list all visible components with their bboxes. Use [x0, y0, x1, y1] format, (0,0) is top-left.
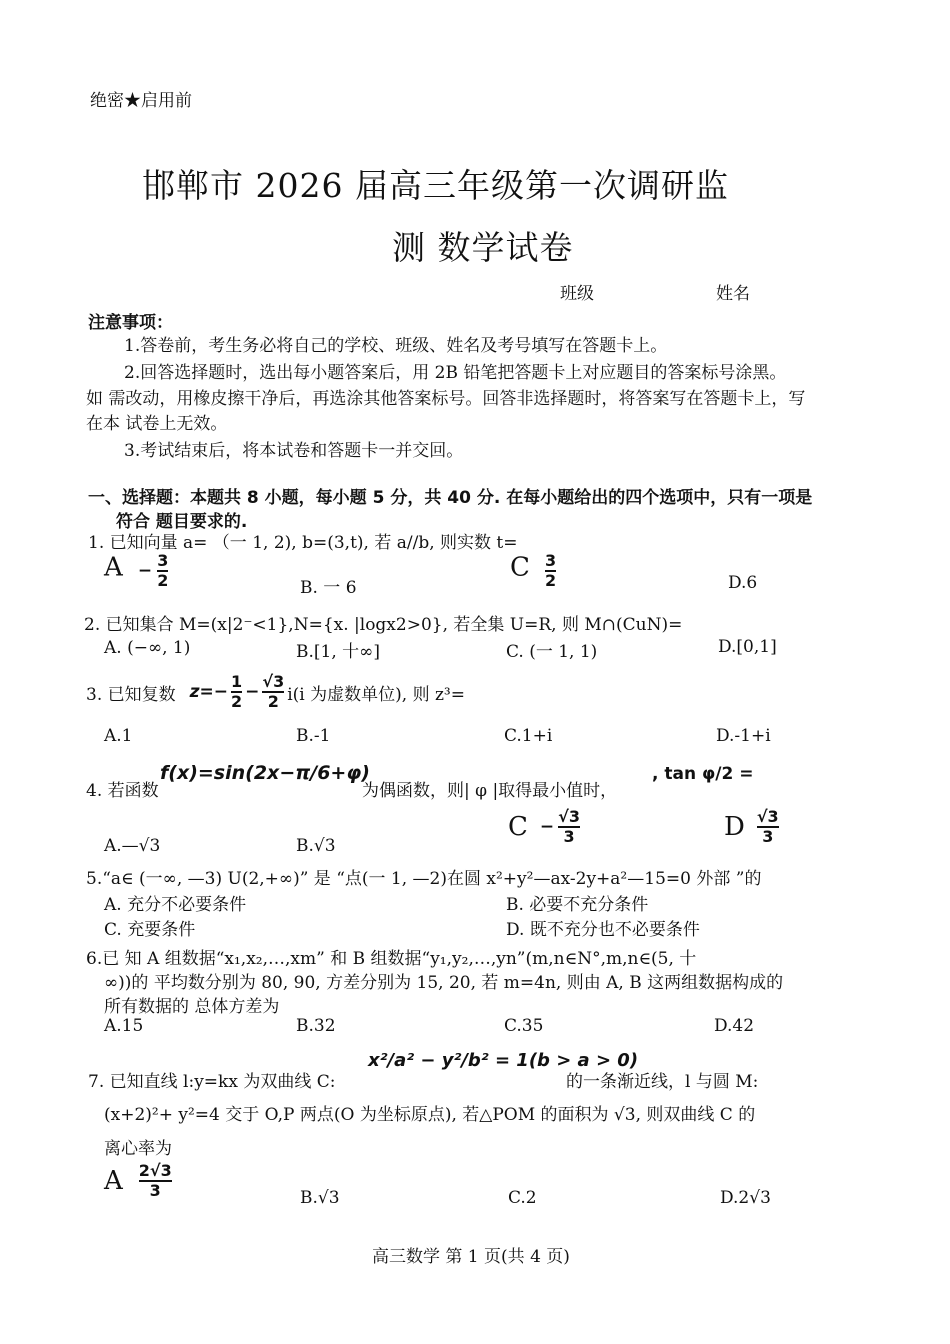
q2-option-a: A. (−∞, 1)	[104, 638, 191, 658]
q2-option-d: D.[0,1]	[718, 637, 777, 657]
q3-option-c: C.1+i	[504, 726, 553, 746]
fraction	[139, 1162, 172, 1200]
note-2: 2.回答选择题时，选出每小题答案后，用 2B 铅笔把答题卡上对应题目的答案标号涂黑。	[124, 363, 787, 383]
q2-option-b: B.[1, 十∞]	[296, 642, 380, 662]
q7-option-c: C.2	[508, 1188, 537, 1208]
note-2-cont: 如 需改动，用橡皮擦干净后，再选涂其他答案标号。回答非选择题时，将答案写在答题卡上，写	[86, 389, 806, 409]
question-5-stem: 5.“a∈ (一∞, —3) U(2,+∞)” 是 “点(一 1, —2)在圆 x²+y²—ax-2y+a²—15=0 外部 ”的	[86, 869, 762, 889]
q7-hyperbola: x²/a² − y²/b² = 1(b > a > 0)	[368, 1050, 639, 1071]
page-title: 邯郸市 2026 届高三年级第一次调研监	[142, 166, 729, 205]
q5-option-b: B. 必要不充分条件	[506, 895, 649, 915]
q3-z: z=−	[189, 682, 229, 702]
option-letter: C	[510, 552, 530, 583]
q4-option-c	[508, 808, 580, 846]
question-4-stem: 4. 若函数	[86, 781, 159, 801]
numerator: √3	[558, 807, 580, 826]
q2-option-c: C. (一 1, 1)	[506, 642, 598, 662]
note-3: 3.考试结束后，将本试卷和答题卡一并交回。	[124, 441, 464, 461]
denominator: 3	[149, 1181, 161, 1200]
option-letter: C	[508, 812, 528, 842]
confidential-mark: 绝密★启用前	[90, 91, 192, 111]
q1-option-a	[104, 552, 168, 590]
numerator: 3	[545, 551, 557, 570]
q1-option-d: D.6	[728, 573, 758, 593]
numerator: 1	[231, 672, 243, 691]
question-2-stem: 2. 已知集合 M=(x|2⁻<1},N={x. |logx2>0}, 若全集 U=R, 则 M∩(CuN)=	[84, 615, 683, 635]
q1-option-b: B. 一 6	[300, 578, 357, 598]
q4-option-b: B.√3	[296, 836, 336, 856]
q4-stem-mid: 为偶函数，则| φ |取得最小值时，	[362, 781, 618, 801]
q6-option-b: B.32	[296, 1016, 336, 1036]
q3-option-b: B.-1	[296, 726, 331, 746]
page-footer: 高三数学 第 1 页(共 4 页)	[372, 1247, 570, 1267]
denominator: 2	[545, 571, 557, 590]
q3-option-d: D.-1+i	[716, 726, 771, 746]
denominator: 3	[563, 827, 575, 846]
q3-stem-text: 3. 已知复数	[86, 684, 176, 705]
q6-option-c: C.35	[504, 1016, 544, 1036]
option-letter: D	[724, 812, 745, 842]
question-7-stem-tail: 的一条渐近线，l 与圆 M:	[566, 1072, 759, 1092]
q6-option-a: A.15	[104, 1016, 144, 1036]
name-label: 姓名	[716, 284, 750, 304]
question-1-stem: 1. 已知向量 a= （一 1, 2), b=(3,t), 若 a//b, 则实数 t=	[88, 533, 518, 553]
q5-option-a: A. 充分不必要条件	[104, 895, 247, 915]
section-heading: 一、选择题：本题共 8 小题，每小题 5 分，共 40 分. 在每小题给出的四个选项中，只有一项是	[88, 488, 813, 508]
question-6-line1: 6.已 知 A 组数据“x₁,x₂,…,xm” 和 B 组数据“y₁,y₂,…,yn”(m,n∈N°,m,n∈(5, 十	[86, 949, 697, 969]
numerator: √3	[756, 807, 779, 826]
q4-tan: , tan φ/2 =	[652, 764, 754, 784]
fraction	[757, 808, 779, 846]
q1-option-c	[510, 552, 556, 590]
fraction	[231, 673, 242, 711]
q4-option-d	[724, 808, 779, 846]
q7-option-a	[104, 1162, 172, 1200]
numerator: 3	[157, 551, 169, 570]
option-letter: A	[104, 552, 123, 583]
question-7-stem: 7. 已知直线 l:y=kx 为双曲线 C:	[88, 1072, 336, 1092]
fraction	[262, 673, 284, 711]
denominator: 2	[267, 692, 279, 711]
q3-option-a: A.1	[104, 726, 133, 746]
q4-function: f(x)=sin(2x−π/6+φ)	[160, 762, 370, 784]
question-7-line2: (x+2)²+ y²=4 交于 O,P 两点(O 为坐标原点), 若△POM 的面积为 √3, 则双曲线 C 的	[104, 1105, 756, 1125]
q5-option-d: D. 既不充分也不必要条件	[506, 920, 700, 940]
notes-heading: 注意事项：	[88, 313, 173, 333]
note-1: 1.答卷前，考生务必将自己的学校、班级、姓名及考号填写在答题卡上。	[124, 336, 668, 356]
q7-option-d: D.2√3	[720, 1188, 771, 1208]
denominator: 3	[762, 827, 774, 846]
section-heading-cont: 符合 题目要求的.	[116, 512, 248, 532]
page-title-line2: 测 数学试卷	[392, 228, 574, 267]
fraction	[545, 552, 556, 590]
question-6-line2: ∞))的 平均数分别为 80, 90, 方差分别为 15, 20, 若 m=4n, 则由 A, B 这两组数据构成的	[104, 973, 784, 993]
q4-option-a: A.—√3	[104, 836, 161, 856]
numerator: √3	[262, 672, 285, 691]
numerator: 2√3	[138, 1161, 172, 1180]
fraction	[558, 808, 580, 846]
q3-stem-tail: i(i 为虚数单位), 则 z³=	[287, 684, 465, 705]
note-2-cont2: 在本 试卷上无效。	[86, 414, 228, 434]
option-letter: A	[104, 1166, 123, 1196]
question-3-stem	[86, 666, 465, 718]
denominator: 2	[157, 571, 169, 590]
question-6-line3: 所有数据的 总体方差为	[104, 997, 280, 1017]
q6-option-d: D.42	[714, 1016, 755, 1036]
minus-sign: −	[539, 817, 555, 837]
minus-sign: −	[137, 561, 153, 581]
q7-option-b: B.√3	[300, 1188, 340, 1208]
question-7-line3: 离心率为	[104, 1139, 172, 1159]
denominator: 2	[231, 692, 243, 711]
q5-option-c: C. 充要条件	[104, 920, 196, 940]
class-label: 班级	[560, 284, 594, 304]
minus-sign: −	[245, 682, 260, 702]
fraction	[157, 552, 168, 590]
